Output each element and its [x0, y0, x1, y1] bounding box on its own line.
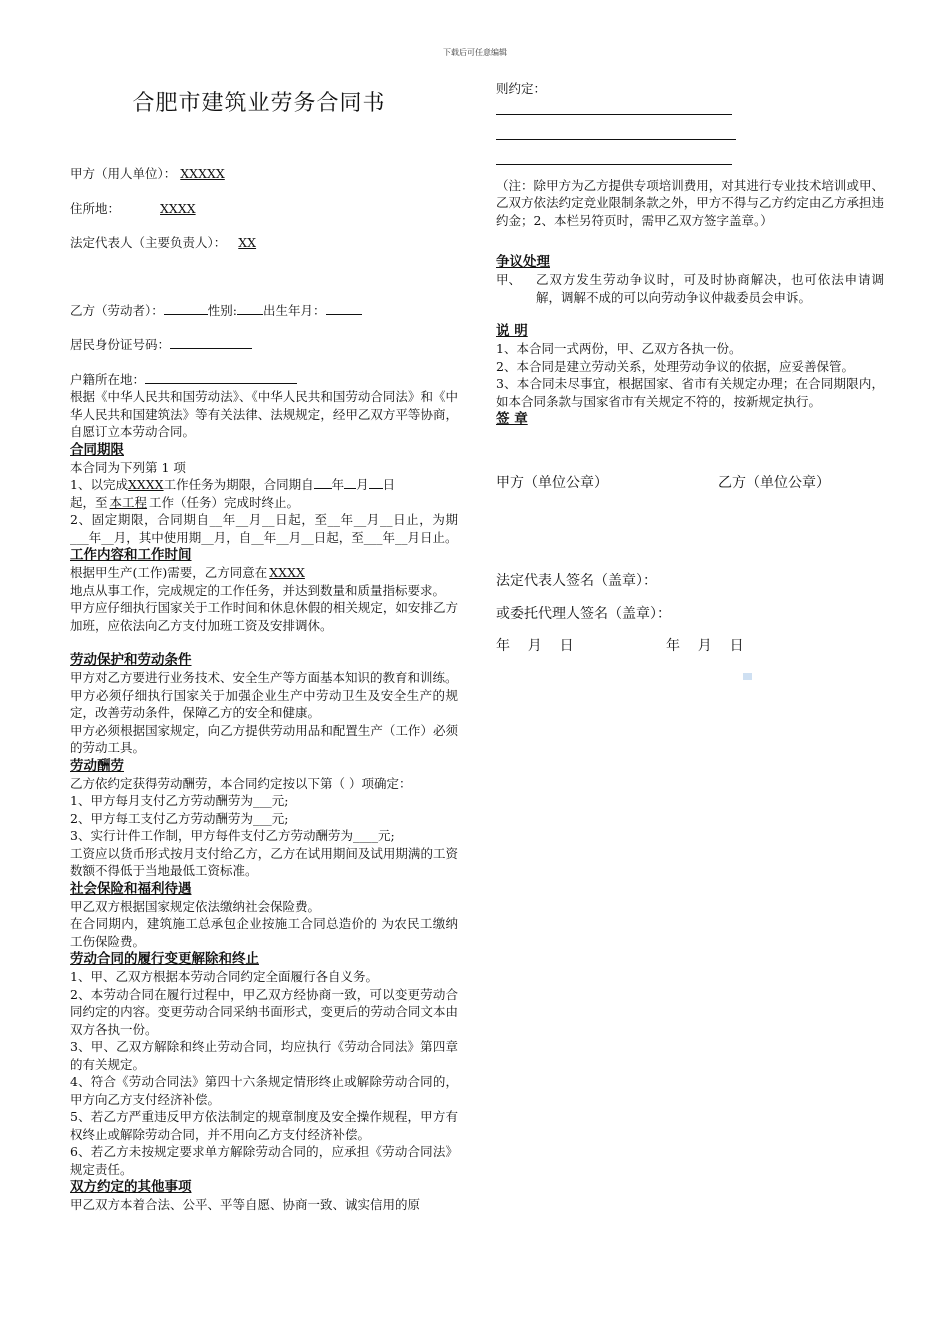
insurance-p1: 甲乙双方根据国家规定依法缴纳社会保险费。 [70, 898, 321, 914]
performance-p2: 2、本劳动合同在履行过程中，甲乙双方经协商一致，可以变更劳动合同约定的内容。变更劳动合同采纳书面形式，变更后的劳动合同文本由双方各执一份。 [70, 986, 458, 1037]
birth-blank [326, 302, 362, 315]
insurance-p2: 在合同期内，建筑施工总承包企业按施工合同总造价的 为农民工缴纳工伤保险费。 [70, 916, 458, 949]
section-insurance: 社会保险和福利待遇 [70, 880, 192, 897]
section-work-content: 工作内容和工作时间 [70, 547, 192, 563]
hukou-line [70, 371, 458, 389]
protection-p1: 甲方对乙方要进行业务技术、安全生产等方面基本知识的教育和训练。 [70, 670, 458, 685]
term-item1-prefix: 1、以完成 [70, 477, 128, 492]
protection-p3: 甲方必须根据国家规定，向乙方提供劳动用品和配置生产（工作）必须的劳动工具。 [70, 722, 458, 755]
performance-p1: 1、甲、乙双方根据本劳动合同约定全面履行各自义务。 [70, 969, 378, 984]
term-item1 [70, 476, 458, 511]
section-pay: 劳动酬劳 [70, 757, 124, 774]
explain-p2: 2、本合同是建立劳动关系，处理劳动争议的依据，应妥善保管。 [496, 358, 854, 374]
pay-p3: 3、实行计件工作制，甲方每件支付乙方劳动酬劳为____元; [70, 828, 395, 843]
performance-p3: 3、甲、乙双方解除和终止劳动合同，均应执行《劳动合同法》第四章的有关规定。 [70, 1039, 458, 1072]
sign-dates [496, 635, 884, 655]
representative-value: XX [238, 235, 257, 250]
left-column [70, 86, 458, 1214]
hukou-label: 户籍所在地： [70, 371, 146, 387]
party-b-label: 乙方（劳动者）： [70, 302, 164, 318]
work-p2: 甲方应仔细执行国家关于工作时间和休息休假的相关规定，如安排乙方加班，应依法向乙方支付加班工资及安排调休。 [70, 600, 458, 633]
gender-label: 性别: [207, 302, 237, 318]
sign-parties [496, 472, 884, 492]
dispute-block [496, 271, 884, 306]
sign-party-a: 甲方（单位公章） [496, 475, 608, 491]
protection-p2: 甲方必须仔细执行国家关于加强企业生产中劳动卫生及安全生产的规定，改善劳动条件，保障乙方的安全和健康。 [70, 687, 458, 720]
term-month-blank [344, 476, 356, 489]
section-protection: 劳动保护和劳动条件 [70, 652, 192, 668]
other-blank-line-3 [496, 164, 732, 165]
header-note: 下载后可任意编辑 [443, 48, 507, 57]
sign-date-b: 年 月 日 [666, 638, 744, 654]
party-a-label: 甲方（用人单位）： [70, 166, 177, 181]
other-blank-line-1 [496, 114, 732, 115]
other-p1-continued: 则约定： [496, 81, 547, 96]
performance-p5: 5、若乙方严重违反甲方依法制定的规章制度及安全操作规程，甲方有权终止或解除劳动合同，并不用向乙方支付经济补偿。 [70, 1109, 458, 1142]
term-item1-task: XXXX [127, 477, 164, 492]
party-a-line [70, 165, 458, 183]
term-day-label: 日 [382, 477, 396, 492]
section-other: 双方约定的其他事项 [70, 1179, 192, 1195]
sign-agent: 或委托代理人签名（盖章）： [496, 606, 671, 622]
work-place-value: XXXX [269, 565, 305, 580]
note-paragraph: （注：除甲方为乙方提供专项培训费用，对其进行专业技术培训或甲、乙双方依法约定竞业限制条款之外，甲方不得与乙方约定由乙方承担违约金；2、本栏另符页时，需甲乙双方签字盖章。） [496, 177, 884, 228]
representative-line [70, 234, 458, 252]
birth-label: 出生年月： [262, 302, 326, 318]
section-dispute: 争议处理 [496, 254, 550, 270]
work-p1-prefix: 根据甲生产(工作)需要，乙方同意在 [70, 565, 268, 580]
term-item1-middle: 工作任务为期限，合同期自 [163, 477, 314, 492]
sign-representative: 法定代表人签名（盖章）： [496, 573, 657, 589]
section-contract-term: 合同期限 [70, 441, 124, 458]
address-value: XXXX [160, 200, 196, 216]
term-year-label: 年 [331, 477, 345, 492]
party-b-name-blank [164, 302, 208, 315]
sign-date-a: 年 月 日 [496, 638, 574, 654]
id-line [70, 336, 458, 354]
pay-p4: 工资应以货币形式按月支付给乙方，乙方在试用期间及试用期满的工资数额不得低于当地最低工资标准。 [70, 845, 458, 878]
term-item1-until: 起，至 [70, 494, 108, 510]
other-p1: 甲乙双方本着合法、公平、平等自愿、协商一致、诚实信用的原 [70, 1197, 421, 1212]
other-blank-line-2 [496, 139, 736, 140]
explain-p3: 3、本合同未尽事宜，根据国家、省市有关规定办理；在合同期限内，如本合同条款与国家省市有关规定不符的，按新规定执行。 [496, 376, 884, 409]
document-title: 合肥市建筑业劳务合同书 [132, 91, 386, 116]
text-cursor-marker [743, 673, 752, 680]
term-item1-end: 工作（任务）完成时终止。 [149, 494, 300, 510]
term-day-blank [369, 476, 383, 489]
performance-p4: 4、符合《劳动合同法》第四十六条规定情形终止或解除劳动合同的，甲方向乙方支付经济补偿。 [70, 1074, 458, 1107]
term-year-blank [314, 476, 332, 489]
id-blank [170, 336, 252, 349]
dispute-marker: 甲、 [496, 272, 522, 287]
pay-p0: 乙方依约定获得劳动酬劳，本合同约定按以下第（ ）项确定： [70, 775, 412, 791]
performance-p6: 6、若乙方未按规定要求单方解除劳动合同的，应承担《劳动合同法》规定责任。 [70, 1144, 458, 1177]
intro-paragraph: 根据《中华人民共和国劳动法》、《中华人民共和国劳动合同法》和《中华人民共和国建筑法》等有关法律、法规规定，经甲乙双方平等协商，自愿订立本劳动合同。 [70, 389, 458, 439]
term-month-label: 月 [356, 477, 369, 492]
work-p1-line [70, 564, 458, 582]
representative-label: 法定代表人（主要负责人）： [70, 235, 227, 250]
hukou-blank [145, 371, 297, 384]
term-item2: 2、固定期限，合同期自__年__月__日起，至__年__月__日止，为期___年__月，其中使用期__月，自__年__月__日起，至___年__月日止。 [70, 512, 458, 545]
gender-blank [237, 302, 263, 315]
section-explain: 说 明 [496, 323, 528, 339]
right-column [496, 80, 884, 655]
address-label: 住所地： [70, 200, 121, 216]
id-label: 居民身份证号码： [70, 337, 171, 352]
party-b-line [70, 302, 458, 320]
explain-p1: 1、本合同一式两份，甲、乙双方各执一份。 [496, 341, 742, 356]
section-sign: 签 章 [496, 411, 528, 427]
term-item1-project: 本工程 [109, 494, 148, 510]
sign-party-b: 乙方（单位公章） [718, 475, 830, 491]
section-performance: 劳动合同的履行变更解除和终止 [70, 951, 259, 967]
party-a-value: XXXXX [180, 166, 225, 181]
pay-p2: 2、甲方每工支付乙方劳动酬劳为___元; [70, 810, 289, 826]
dispute-text: 乙双方发生劳动争议时，可及时协商解决，也可依法申请调解，调解不成的可以向劳动争议仲裁委员会申诉。 [536, 272, 884, 305]
pay-p1: 1、甲方每月支付乙方劳动酬劳为___元; [70, 793, 289, 808]
term-line1: 本合同为下列第 1 项 [70, 459, 186, 475]
address-line [70, 200, 458, 218]
work-p1-rest: 地点从事工作，完成规定的工作任务，并达到数量和质量指标要求。 [70, 582, 446, 598]
